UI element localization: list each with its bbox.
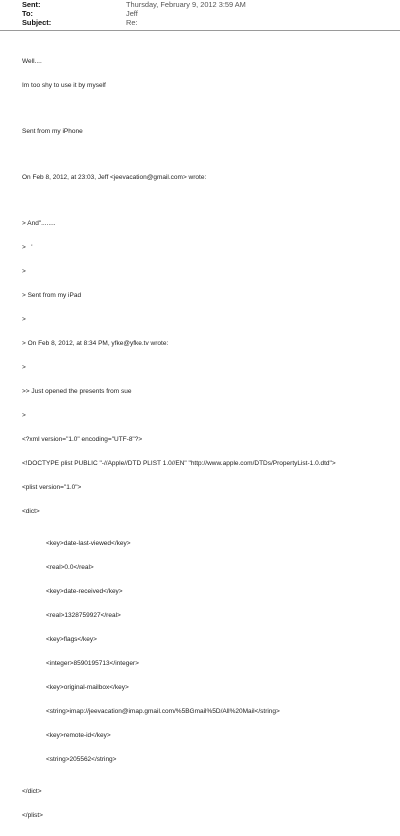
- subject-label: Subject:: [22, 18, 52, 27]
- message-body: [22, 42, 392, 836]
- xml-indented-line: <real>1328759927</real>: [46, 612, 121, 619]
- quoted-line: >: [22, 268, 26, 275]
- quoted-line: >: [22, 412, 26, 419]
- to-value: Jeff: [126, 9, 138, 18]
- xml-indented-line: <key>date-received</key>: [46, 588, 123, 595]
- xml-indented-line: <string>imap://jeevacation@imap.gmail.com/%5BGmail%5D/All%20Mail</string>: [46, 708, 280, 715]
- xml-indented-line: <key>original-mailbox</key>: [46, 684, 129, 691]
- xml-line: </plist>: [22, 812, 43, 819]
- xml-indented-line: <integer>8590195713</integer>: [46, 660, 139, 667]
- xml-indented-line: <real>0.0</real>: [46, 564, 94, 571]
- xml-indented-line: <key>remote-id</key>: [46, 732, 111, 739]
- quoted-line: > On Feb 8, 2012, at 8:34 PM, yfke@yfke.tv wrote:: [22, 340, 169, 347]
- sent-value: Thursday, February 9, 2012 3:59 AM: [126, 0, 246, 9]
- quoted-line: > ': [22, 244, 33, 251]
- body-line: Im too shy to use it by myself: [22, 82, 106, 89]
- header-divider: [0, 30, 400, 31]
- xml-indented-line: <key>flags</key>: [46, 636, 97, 643]
- xml-line: <dict>: [22, 508, 40, 515]
- body-line: On Feb 8, 2012, at 23:03, Jeff <jeevacation@gmail.com> wrote:: [22, 174, 207, 181]
- xml-line: <!DOCTYPE plist PUBLIC "-//Apple//DTD PLIST 1.0//EN" "http://www.apple.com/DTDs/PropertyList-1.0.dtd">: [22, 460, 336, 467]
- xml-indented-line: <string>205562</string>: [46, 756, 117, 763]
- body-line: Well....: [22, 58, 42, 65]
- body-blank: [22, 198, 392, 204]
- xml-line: </dict>: [22, 788, 42, 795]
- quoted-line: >> Just opened the presents from sue: [22, 388, 132, 395]
- sent-label: Sent:: [22, 0, 41, 9]
- xml-line: <plist version="1.0">: [22, 484, 82, 491]
- subject-value: Re:: [126, 18, 138, 27]
- quoted-line: > Sent from my iPad: [22, 292, 82, 299]
- quoted-line: >: [22, 316, 26, 323]
- quoted-line: >: [22, 364, 26, 371]
- xml-line: <?xml version="1.0" encoding="UTF-8"?>: [22, 436, 143, 443]
- body-blank: [22, 106, 392, 112]
- xml-indented-line: <key>date-last-viewed</key>: [46, 540, 131, 547]
- quoted-line: > And"........: [22, 220, 56, 227]
- body-line: Sent from my iPhone: [22, 128, 83, 135]
- to-label: To:: [22, 9, 33, 18]
- body-blank: [22, 152, 392, 158]
